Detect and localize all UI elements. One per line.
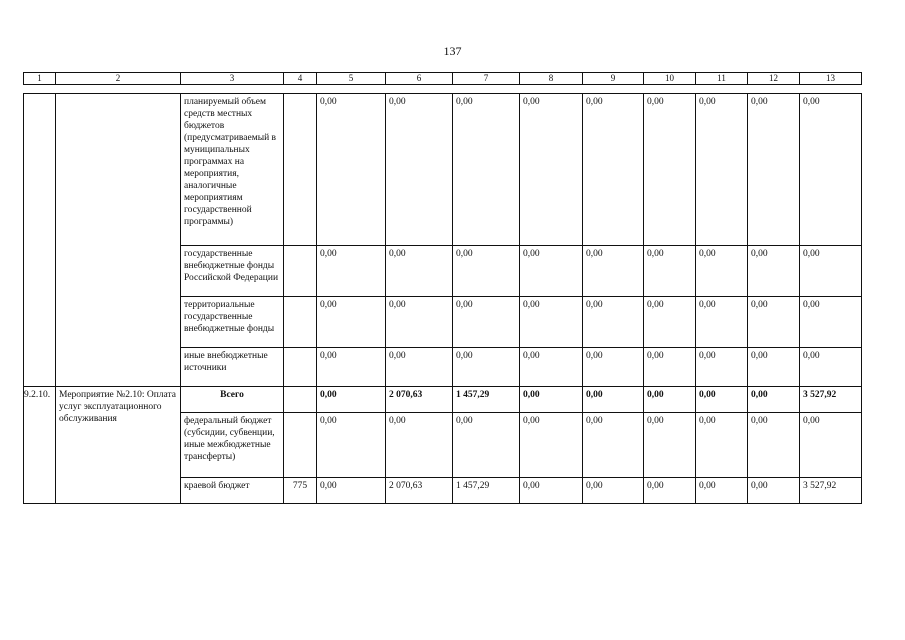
value-cell: 0,00 [453,297,520,348]
funding-source: территориальные государственные внебюджетные фонды [181,297,284,348]
value-cell: 0,00 [520,348,583,387]
value-cell: 0,00 [453,94,520,246]
value-cell: 0,00 [520,297,583,348]
value-cell: 0,00 [748,413,800,478]
value-cell: 0,00 [800,413,862,478]
value-cell: 0,00 [520,246,583,297]
value-cell: 0,00 [644,348,696,387]
budget-code [284,387,317,413]
continued-number-cell [24,94,56,387]
value-cell: 0,00 [644,387,696,413]
value-cell: 0,00 [317,246,386,297]
value-cell: 0,00 [748,297,800,348]
value-cell: 0,00 [453,348,520,387]
funding-source: краевой бюджет [181,478,284,504]
table-row [24,387,862,413]
value-cell: 0,00 [520,478,583,504]
budget-code [284,297,317,348]
value-cell: 0,00 [317,478,386,504]
value-cell: 0,00 [696,94,748,246]
value-cell: 0,00 [386,94,453,246]
column-number-8: 8 [520,73,583,85]
value-cell: 0,00 [644,478,696,504]
value-cell: 0,00 [696,297,748,348]
value-cell: 0,00 [583,94,644,246]
value-cell: 0,00 [644,297,696,348]
value-cell: 0,00 [800,94,862,246]
value-cell: 0,00 [583,246,644,297]
value-cell: 0,00 [317,387,386,413]
value-cell: 0,00 [696,413,748,478]
value-cell: 0,00 [696,348,748,387]
value-cell: 0,00 [317,413,386,478]
value-cell: 0,00 [644,246,696,297]
value-cell: 0,00 [386,348,453,387]
column-number-3: 3 [181,73,284,85]
value-cell: 0,00 [583,413,644,478]
value-cell: 3 527,92 [800,478,862,504]
value-cell: 1 457,29 [453,478,520,504]
column-number-9: 9 [583,73,644,85]
value-cell: 0,00 [800,246,862,297]
value-cell: 0,00 [520,413,583,478]
column-number-13: 13 [800,73,862,85]
budget-code [284,413,317,478]
value-cell: 0,00 [583,348,644,387]
budget-code [284,94,317,246]
column-number-10: 10 [644,73,696,85]
value-cell: 0,00 [520,94,583,246]
activity-name: Мероприятие №2.10: Оплата услуг эксплуатационного обслуживания [56,387,181,504]
activity-number: 9.2.10. [24,387,56,504]
value-cell: 0,00 [748,478,800,504]
value-cell: 0,00 [520,387,583,413]
value-cell: 0,00 [748,94,800,246]
value-cell: 0,00 [583,297,644,348]
page-number: 137 [443,44,462,58]
value-cell: 1 457,29 [453,387,520,413]
column-number-5: 5 [317,73,386,85]
value-cell: 3 527,92 [800,387,862,413]
value-cell: 0,00 [644,413,696,478]
funding-source: Всего [181,387,284,413]
value-cell: 0,00 [696,246,748,297]
column-number-12: 12 [748,73,800,85]
value-cell: 0,00 [748,387,800,413]
budget-table [23,93,862,504]
value-cell: 0,00 [748,348,800,387]
column-number-4: 4 [284,73,317,85]
funding-source: иные внебюджетные источники [181,348,284,387]
value-cell: 0,00 [748,246,800,297]
value-cell: 2 070,63 [386,478,453,504]
budget-code: 775 [284,478,317,504]
budget-code [284,246,317,297]
value-cell: 0,00 [696,387,748,413]
value-cell: 0,00 [644,94,696,246]
budget-code [284,348,317,387]
continued-name-cell [56,94,181,387]
value-cell: 0,00 [317,348,386,387]
value-cell: 0,00 [583,478,644,504]
value-cell: 0,00 [386,297,453,348]
table-row [24,94,862,246]
value-cell: 0,00 [317,94,386,246]
value-cell: 2 070,63 [386,387,453,413]
funding-source: государственные внебюджетные фонды Российской Федерации [181,246,284,297]
value-cell: 0,00 [453,413,520,478]
funding-source: федеральный бюджет (субсидии, субвенции, иные межбюджетные трансферты) [181,413,284,478]
value-cell: 0,00 [317,297,386,348]
column-number-11: 11 [696,73,748,85]
funding-source: планируемый объем средств местных бюджетов (предусматриваемый в муниципальных программах на мероприятия, аналогичные мероприятиям государственной программы) [181,94,284,246]
column-number-2: 2 [56,73,181,85]
value-cell: 0,00 [583,387,644,413]
value-cell: 0,00 [696,478,748,504]
value-cell: 0,00 [800,297,862,348]
value-cell: 0,00 [453,246,520,297]
value-cell: 0,00 [800,348,862,387]
column-number-6: 6 [386,73,453,85]
column-number-1: 1 [24,73,56,85]
column-number-7: 7 [453,73,520,85]
column-number-header [23,72,862,85]
value-cell: 0,00 [386,246,453,297]
value-cell: 0,00 [386,413,453,478]
